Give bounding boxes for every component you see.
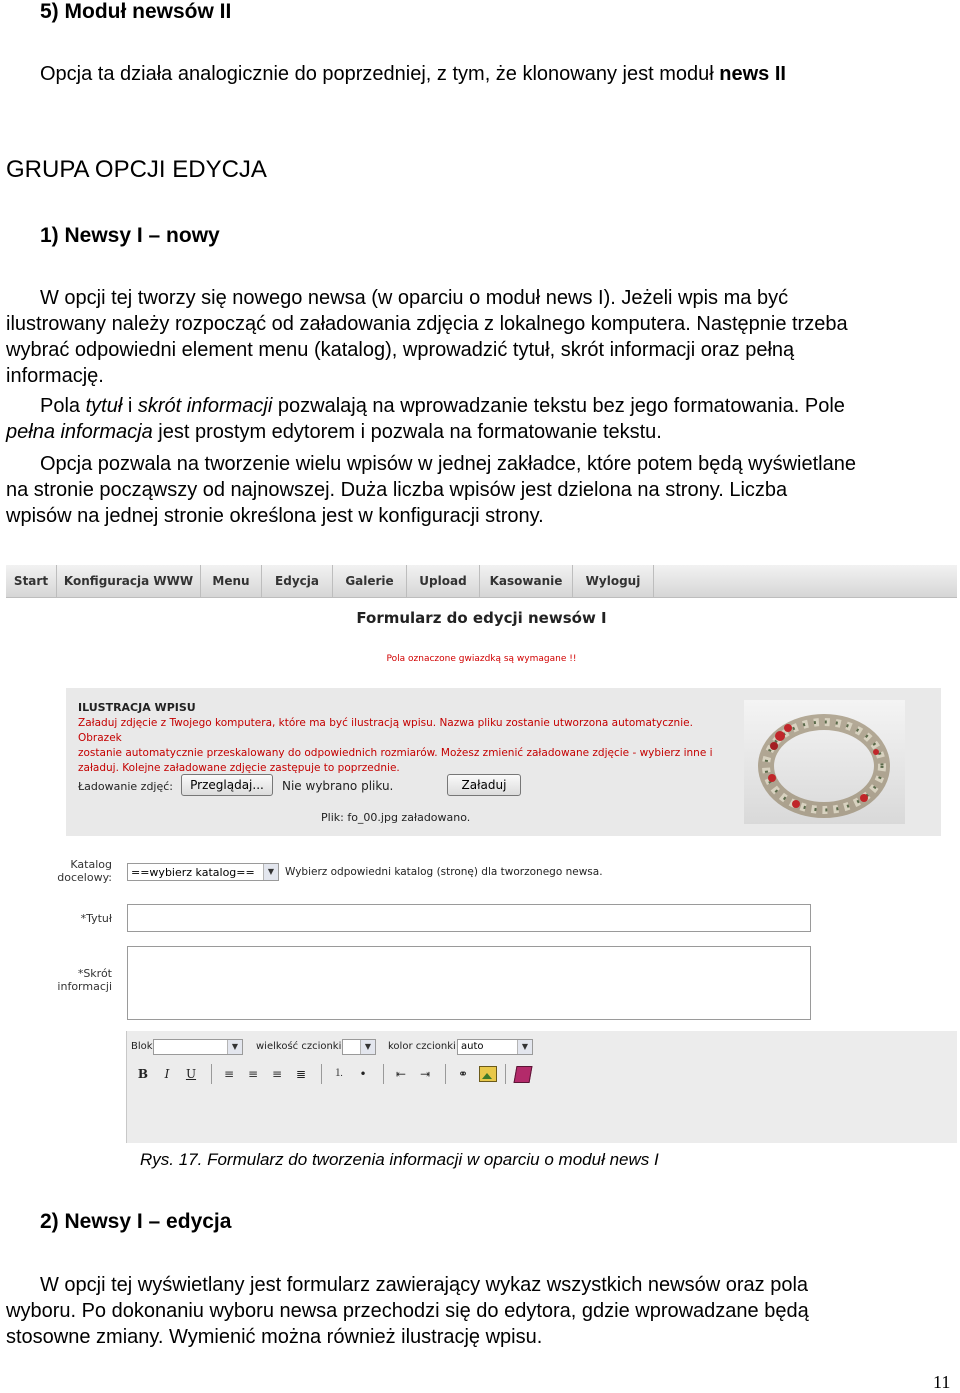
italic-term: tytuł	[85, 395, 123, 417]
illustration-description	[78, 716, 738, 776]
paragraph-3	[6, 451, 956, 529]
toolbar-separator	[445, 1064, 446, 1084]
align-left-icon[interactable]: ≡	[223, 1067, 235, 1081]
align-right-icon[interactable]: ≡	[271, 1067, 283, 1081]
rich-text-editor	[126, 1031, 957, 1143]
nav-item-kasowanie[interactable]: Kasowanie	[480, 565, 573, 597]
bold-button[interactable]: B	[137, 1067, 149, 1081]
tytul-input[interactable]	[127, 904, 811, 932]
upload-label: Ładowanie zdjęć:	[78, 780, 173, 793]
paragraph-text: pozwalają na wprowadzanie tekstu bez jego formatowania. Pole	[272, 395, 845, 417]
paragraph-text: jest prostym edytorem i pozwala na formatowanie tekstu.	[152, 421, 662, 443]
skrot-label: *Skrót informacji	[57, 967, 112, 993]
file-status: Plik: fo_00.jpg załadowano.	[321, 811, 471, 824]
katalog-hint: Wybierz odpowiedni katalog (stronę) dla tworzonego newsa.	[285, 866, 603, 878]
description-line: Załaduj zdjęcie z Twojego komputera, które ma być ilustracją wpisu. Nazwa pliku zostanie utworzona automatycznie. Obrazek	[78, 717, 693, 744]
paragraph-line: wyboru. Po dokonaniu wyboru newsa przechodzi się do edytora, gdzie wprowadzane będą	[6, 1300, 809, 1322]
italic-button[interactable]: I	[164, 1067, 170, 1081]
page-number: 11	[933, 1372, 951, 1392]
paragraph-line: informację.	[6, 365, 104, 387]
paragraph-line: W opcji tej wyświetlany jest formularz zawierający wykaz wszystkich newsów oraz pola	[40, 1274, 809, 1296]
wreath-thumbnail	[744, 700, 905, 824]
block-format-label: Blok	[131, 1041, 153, 1052]
katalog-select-value: ==wybierz katalog==	[131, 866, 255, 879]
form-title: Formularz do edycji newsów I	[356, 609, 607, 627]
paragraph-line: W opcji tej tworzy się nowego newsa (w oparciu o moduł news I). Jeżeli wpis ma być	[40, 287, 789, 309]
nav-item-menu[interactable]: Menu	[201, 565, 262, 597]
bullet-list-icon[interactable]: •	[359, 1067, 367, 1081]
font-color-value: auto	[461, 1041, 484, 1052]
nav-item-konfiguracja[interactable]: Konfiguracja WWW	[57, 565, 201, 597]
chevron-down-icon: ▼	[360, 1040, 375, 1054]
font-size-select[interactable]	[342, 1039, 376, 1055]
illustration-title: ILUSTRACJA WPISU	[78, 701, 196, 714]
paragraph-line: wpisów na jednej stronie określona jest w konfiguracji strony.	[6, 505, 544, 527]
nav-item-wyloguj[interactable]: Wyloguj	[573, 565, 654, 597]
tytul-label: *Tytuł	[80, 912, 112, 925]
group-heading: GRUPA OPCJI EDYCJA	[6, 156, 267, 183]
toolbar-separator	[383, 1064, 384, 1084]
paragraph-text: i	[122, 395, 138, 417]
indent-icon[interactable]: ⇥	[419, 1067, 431, 1081]
section-heading-modul-news-ii: 5) Moduł newsów II	[40, 0, 232, 23]
toolbar-separator	[505, 1064, 506, 1084]
chevron-down-icon: ▼	[227, 1040, 242, 1054]
description-line: załaduj. Kolejne załadowane zdjęcie zastępuje to poprzednie.	[78, 762, 400, 774]
description-line: zostanie automatycznie przeskalowany do odpowiednich rozmiarów. Możesz zmienić załadowane zdjęcie - wybierz inne i	[78, 747, 713, 759]
chevron-down-icon: ▼	[517, 1040, 532, 1054]
paragraph-modul-news-ii	[40, 61, 940, 87]
katalog-label: Katalog docelowy:	[57, 858, 112, 884]
toolbar-separator	[321, 1064, 322, 1084]
dictionary-icon[interactable]	[514, 1066, 533, 1083]
required-fields-note: Pola oznaczone gwiazdką są wymagane !!	[386, 654, 577, 664]
upload-button[interactable]: Załaduj	[447, 774, 521, 796]
paragraph-line: Opcja pozwala na tworzenie wielu wpisów w jednej zakładce, które potem będą wyświetlane	[40, 453, 856, 475]
chevron-down-icon: ▼	[263, 864, 278, 880]
paragraph-1	[6, 285, 956, 389]
section-heading-newsy-nowy: 1) Newsy I – nowy	[40, 224, 220, 247]
image-icon-mountain	[482, 1073, 492, 1079]
link-icon[interactable]: ⚭	[457, 1067, 469, 1081]
nav-item-start[interactable]: Start	[6, 565, 57, 597]
font-size-label: wielkość czcionki	[256, 1041, 342, 1052]
katalog-select[interactable]	[127, 863, 279, 881]
toolbar-separator	[211, 1064, 212, 1084]
paragraph-2	[6, 393, 956, 445]
paragraph-line: wybrać odpowiedni element menu (katalog), wprowadzić tytuł, skrót informacji oraz pełną	[6, 339, 795, 361]
no-file-text: Nie wybrano pliku.	[282, 779, 394, 793]
top-navigation	[6, 565, 957, 598]
paragraph-line: ilustrowany należy rozpocząć od załadowania zdjęcia z lokalnego komputera. Następnie trzeba	[6, 313, 848, 335]
paragraph-text: Pola	[40, 395, 86, 417]
illustration-panel	[66, 688, 941, 836]
paragraph-4	[6, 1272, 956, 1350]
paragraph-line: stosowne zmiany. Wymienić można również ilustrację wpisu.	[6, 1326, 543, 1348]
outdent-icon[interactable]: ⇤	[395, 1067, 407, 1081]
font-color-select[interactable]	[457, 1039, 533, 1055]
align-justify-icon[interactable]: ≣	[295, 1067, 307, 1081]
nav-item-galerie[interactable]: Galerie	[333, 565, 407, 597]
figure-caption: Rys. 17. Formularz do tworzenia informacji w oparciu o moduł news I	[140, 1150, 659, 1169]
underline-button[interactable]: U	[185, 1067, 197, 1081]
section-heading-newsy-edycja: 2) Newsy I – edycja	[40, 1210, 232, 1233]
form-screenshot	[6, 565, 957, 1143]
browse-button[interactable]: Przeglądaj...	[181, 774, 273, 796]
font-color-label: kolor czcionki	[388, 1041, 456, 1052]
italic-term: pełna informacja	[6, 421, 153, 443]
skrot-textarea[interactable]	[127, 946, 811, 1020]
paragraph-line: na stronie począwszy od najnowszej. Duża liczba wpisów jest dzielona na strony. Liczba	[6, 479, 788, 501]
block-format-select[interactable]	[153, 1039, 243, 1055]
paragraph-text: Opcja ta działa analogicznie do poprzedniej, z tym, że klonowany jest moduł	[40, 63, 720, 85]
nav-item-edycja[interactable]: Edycja	[262, 565, 333, 597]
italic-term: skrót informacji	[137, 395, 273, 417]
nav-item-upload[interactable]: Upload	[407, 565, 480, 597]
image-icon[interactable]	[479, 1066, 497, 1082]
paragraph-bold-text: news II	[719, 63, 786, 85]
align-center-icon[interactable]: ≡	[247, 1067, 259, 1081]
numbered-list-icon[interactable]: ⒈	[334, 1068, 344, 1079]
